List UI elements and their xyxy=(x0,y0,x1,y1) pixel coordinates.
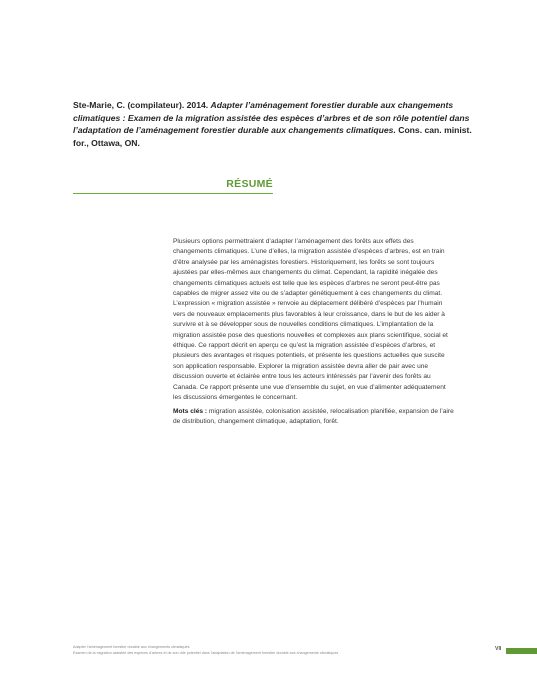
footer-accent-bar xyxy=(506,648,537,654)
footer-line-2: Examen de la migration assistée des espèces d’arbres et de son rôle potentiel dans l’adaptation de l’aménagement forestier durable aux changements climatiques xyxy=(73,650,339,655)
citation xyxy=(73,99,473,149)
citation-title: Adapter l’aménagement forestier durable aux changements climatiques : Examen de la migration assistée des espèces d’arbres et de son rôle potentiel dans l’adaptation de l’aménagement forestier durable aux changements climatiques. xyxy=(73,100,470,136)
keywords xyxy=(173,407,455,428)
footer-line-1: Adapter l’aménagement forestier durable aux changements climatiques xyxy=(73,645,190,649)
section-title: RÉSUMÉ xyxy=(226,178,273,190)
citation-authors: Ste-Marie, C. (compilateur). 2014. xyxy=(73,100,211,110)
page-number: VII xyxy=(495,646,502,652)
abstract xyxy=(173,237,455,427)
abstract-text: Plusieurs options permettraient d’adapter l’aménagement des forêts aux effets des changements climatiques. L’une d’elles, la migration assistée d’espèces d’arbres, est en train d’être analysée par les aménagistes forestiers. Historiquement, les forêts se sont toujours ajustées par elles-mêmes aux changements du climat. Cependant, la rapidité inégalée des changements climatiques actuels est telle que les espèces d’arbres ne seront peut-être pas capables de migrer assez vite ou de s’adapter génétiquement à ces changements du climat. L’expression « migration assistée » renvoie au déplacement délibéré d’espèces par l’humain vers de nouveaux emplacements plus favorables à leur croissance, dans le but de les aider à survivre et à se développer sous de nouvelles conditions climatiques. L’implantation de la migration assistée pose des questions nouvelles et complexes aux plans scientifique, social et éthique. Ce rapport décrit en aperçu ce qu’est la migration assistée d’espèces d’arbres, et plusieurs des avantages et risques potentiels, et présente les questions actuelles que suscite son application responsable. Explorer la migration assistée devra aller de pair avec une discussion ouverte et éclairée entre tous les acteurs intéressés par l’avenir des forêts au Canada. Ce rapport présente une vue d’ensemble du sujet, en vue d’alimenter adéquatement les discussions émergentes le concernant. xyxy=(173,238,448,402)
running-footer xyxy=(73,645,433,657)
section-header xyxy=(73,178,273,192)
section-divider xyxy=(73,193,273,194)
citation-publisher: Cons. can. minist. for., Ottawa, ON. xyxy=(73,125,472,148)
keywords-list: migration assistée, colonisation assistée, relocalisation planifiée, expansion de l’aire de distribution, changement climatique, adaptation, forêt. xyxy=(173,407,454,425)
keywords-label: Mots clés : xyxy=(173,407,208,415)
